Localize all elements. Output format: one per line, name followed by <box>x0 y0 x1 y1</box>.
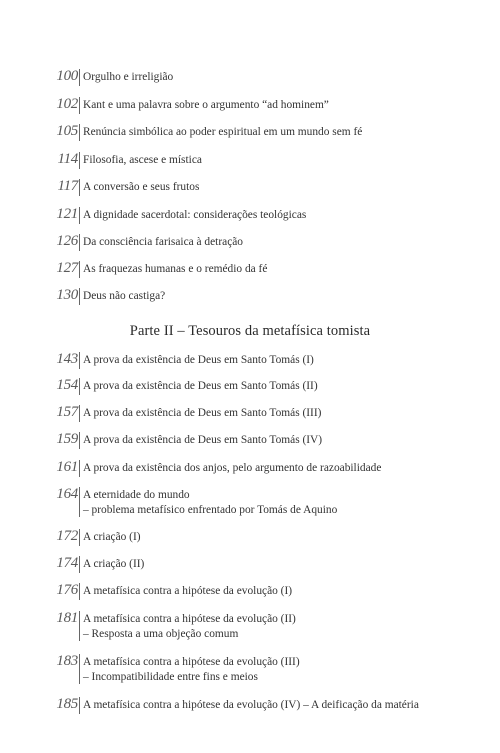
entry-title: As fraquezas humanas e o remédio da fé <box>83 263 268 275</box>
toc-entry[interactable] <box>50 377 318 395</box>
part-heading: Parte II – Tesouros da metafísica tomista <box>129 323 371 339</box>
entry-title <box>83 653 300 685</box>
entry-title-line: A metafísica contra a hipótese da evolução (II) <box>83 613 296 625</box>
divider <box>79 432 80 449</box>
entry-subtitle: – Resposta a uma objeção comum <box>83 628 239 640</box>
divider <box>79 97 80 114</box>
entry-title: Filosofia, ascese e mística <box>83 154 202 166</box>
divider <box>79 697 80 714</box>
divider <box>79 460 80 477</box>
toc-entry[interactable] <box>50 260 267 278</box>
divider <box>79 378 80 395</box>
toc-entry[interactable] <box>50 404 321 422</box>
toc-entry[interactable] <box>50 696 419 714</box>
page-number: 164 <box>56 486 78 502</box>
page-number: 159 <box>56 431 78 447</box>
page-number: 117 <box>57 178 78 194</box>
entry-title: A criação (I) <box>83 531 141 543</box>
toc-entry[interactable] <box>50 653 300 685</box>
entry-title <box>83 486 337 518</box>
page-number: 157 <box>56 404 78 420</box>
page-number: 183 <box>56 653 78 669</box>
toc-entry[interactable] <box>50 610 296 642</box>
entry-title <box>83 610 296 642</box>
divider <box>79 611 80 641</box>
page-number: 143 <box>56 351 78 367</box>
page-number: 161 <box>56 459 78 475</box>
toc-entry[interactable] <box>50 582 292 600</box>
page-number: 181 <box>56 610 78 626</box>
page-number: 174 <box>56 555 78 571</box>
divider <box>79 179 80 196</box>
toc-entry[interactable] <box>50 431 322 449</box>
toc-entry[interactable] <box>50 555 144 573</box>
entry-title: A prova da existência de Deus em Santo Tomás (IV) <box>83 434 323 446</box>
entry-title: A dignidade sacerdotal: considerações teológicas <box>83 209 307 221</box>
page-number: 102 <box>56 96 78 112</box>
toc-entry[interactable] <box>50 151 202 169</box>
toc-entry[interactable] <box>50 351 314 369</box>
divider <box>79 261 80 278</box>
toc-entry[interactable] <box>50 528 141 546</box>
entry-title: A metafísica contra a hipótese da evolução (I) <box>83 585 293 597</box>
divider <box>79 487 80 517</box>
entry-title: Orgulho e irreligião <box>83 71 174 83</box>
divider <box>79 124 80 141</box>
page-number: 127 <box>56 260 78 276</box>
entry-subtitle: – problema metafísico enfrentado por Tomás de Aquino <box>83 504 338 516</box>
divider <box>79 288 80 305</box>
divider <box>79 556 80 573</box>
entry-title-line: A metafísica contra a hipótese da evolução (III) <box>83 656 300 668</box>
divider <box>79 207 80 224</box>
toc-entry[interactable] <box>50 178 199 196</box>
divider <box>79 529 80 546</box>
entry-title: Da consciência farisaica à detração <box>83 236 243 248</box>
page-number: 176 <box>56 582 78 598</box>
entry-title: A prova da existência de Deus em Santo Tomás (I) <box>83 354 314 366</box>
toc-entry[interactable] <box>50 233 243 251</box>
page-number: 130 <box>56 287 78 303</box>
page-number: 154 <box>56 377 78 393</box>
toc-entry[interactable] <box>50 123 362 141</box>
divider <box>79 352 80 369</box>
entry-title: Deus não castiga? <box>83 290 166 302</box>
divider <box>79 405 80 422</box>
page-number: 100 <box>56 68 78 84</box>
entry-title: Kant e uma palavra sobre o argumento “ad hominem” <box>83 99 329 111</box>
entry-title-line: A eternidade do mundo <box>83 489 190 501</box>
page-number: 126 <box>56 233 78 249</box>
entry-title: A prova da existência dos anjos, pelo argumento de razoabilidade <box>83 462 382 474</box>
entry-title: A conversão e seus frutos <box>83 181 200 193</box>
divider <box>79 583 80 600</box>
entry-title: A prova da existência de Deus em Santo Tomás (III) <box>83 407 322 419</box>
entry-title: A metafísica contra a hipótese da evolução (IV) – A deificação da matéria <box>83 699 419 711</box>
toc-entry[interactable] <box>50 96 329 114</box>
toc-entry[interactable] <box>50 206 306 224</box>
divider <box>79 152 80 169</box>
entry-subtitle: – Incompatibilidade entre fins e meios <box>83 671 258 683</box>
divider <box>79 234 80 251</box>
toc-entry[interactable] <box>50 486 337 518</box>
page-number: 172 <box>56 528 78 544</box>
toc-entry[interactable] <box>50 68 173 86</box>
entry-title: Renúncia simbólica ao poder espiritual em um mundo sem fé <box>83 126 363 138</box>
divider <box>79 69 80 86</box>
page-number: 105 <box>56 123 78 139</box>
page-number: 121 <box>56 206 78 222</box>
toc-entry[interactable] <box>50 287 165 305</box>
page-number: 114 <box>57 151 78 167</box>
toc-entry[interactable] <box>50 459 381 477</box>
entry-title: A criação (II) <box>83 558 145 570</box>
divider <box>79 654 80 684</box>
entry-title: A prova da existência de Deus em Santo Tomás (II) <box>83 380 318 392</box>
page-number: 185 <box>56 696 78 712</box>
